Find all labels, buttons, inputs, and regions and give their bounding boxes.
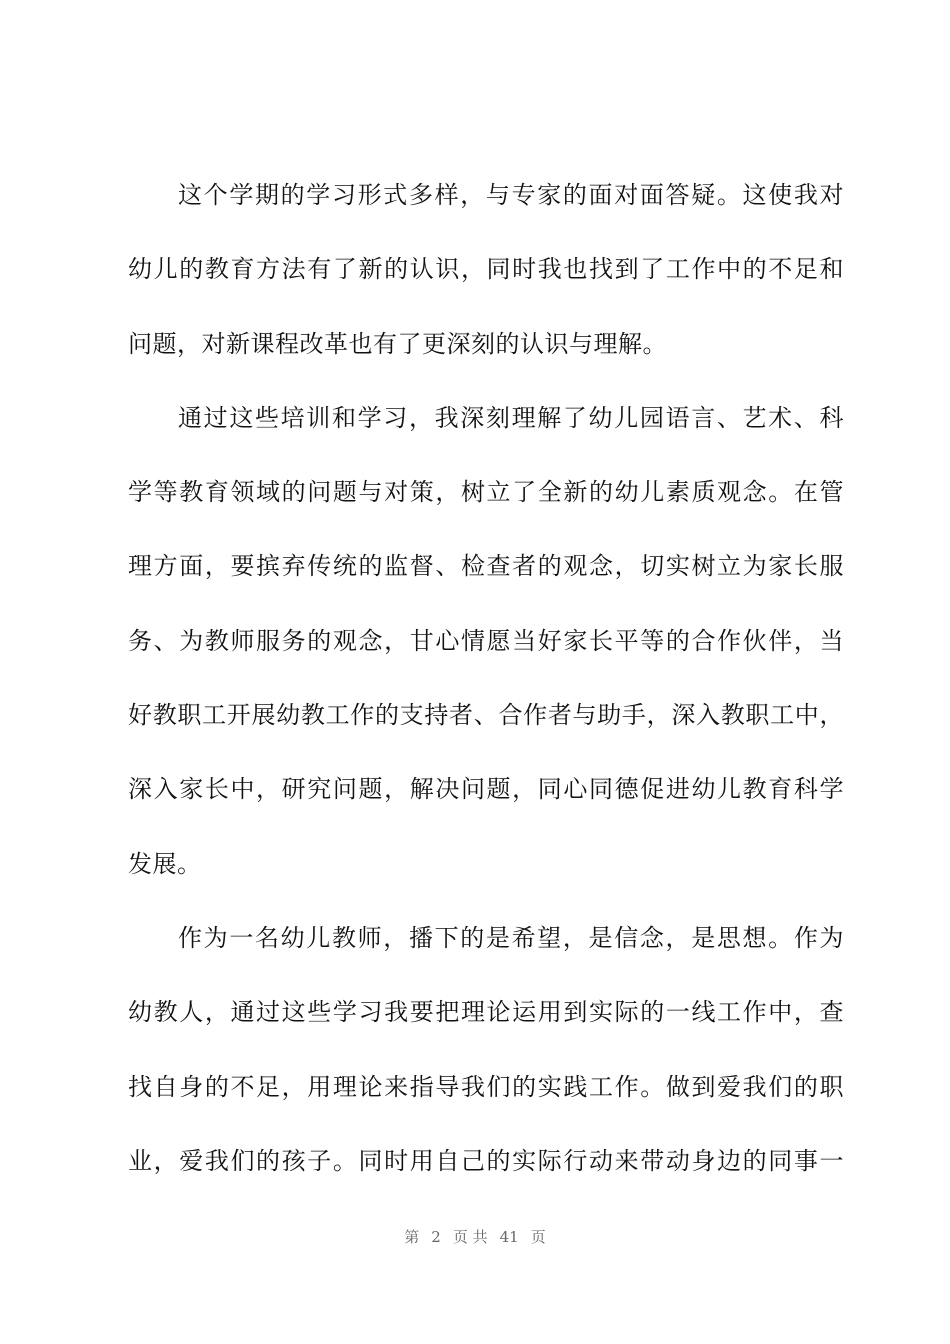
text-line: 发展。: [128, 849, 202, 878]
text-line: 深入家长中，研究问题，解决问题，同心同德促进幼儿教育科学: [128, 775, 844, 804]
page-footer: [0, 1226, 950, 1247]
text-line: 这个学期的学习形式多样，与专家的面对面答疑。这使我对: [178, 181, 844, 209]
footer-suffix: 页: [530, 1228, 546, 1246]
text-line: 问题，对新课程改革也有了更深刻的认识与理解。: [128, 329, 667, 358]
text-line: 作为一名幼儿教师，播下的是希望，是信念，是思想。作为: [178, 923, 844, 952]
text-line: 理方面，要摈弃传统的监督、检查者的观念，切实树立为家长服: [128, 552, 844, 581]
footer-total-pages: 41: [499, 1228, 519, 1246]
text-line: 学等教育领域的问题与对策，树立了全新的幼儿素质观念。在管: [128, 478, 844, 507]
document-body: [128, 158, 844, 1198]
text-line: 幼儿的教育方法有了新的认识，同时我也找到了工作中的不足和: [128, 255, 844, 284]
text-line: 通过这些培训和学习，我深刻理解了幼儿园语言、艺术、科: [178, 403, 844, 432]
text-line: 业，爱我们的孩子。同时用自己的实际行动来带动身边的同事一: [128, 1146, 844, 1175]
text-line: 找自身的不足，用理论来指导我们的实践工作。做到爱我们的职: [128, 1072, 844, 1101]
footer-page-number: 2: [431, 1228, 441, 1246]
text-line: 幼教人，通过这些学习我要把理论运用到实际的一线工作中，查: [128, 998, 844, 1027]
footer-middle: 页 共: [452, 1228, 488, 1246]
text-line: 务、为教师服务的观念，甘心情愿当好家长平等的合作伙伴，当: [128, 626, 844, 655]
footer-prefix: 第: [404, 1228, 420, 1246]
text-line: 好教职工开展幼教工作的支持者、合作者与助手，深入教职工中，: [128, 701, 844, 730]
